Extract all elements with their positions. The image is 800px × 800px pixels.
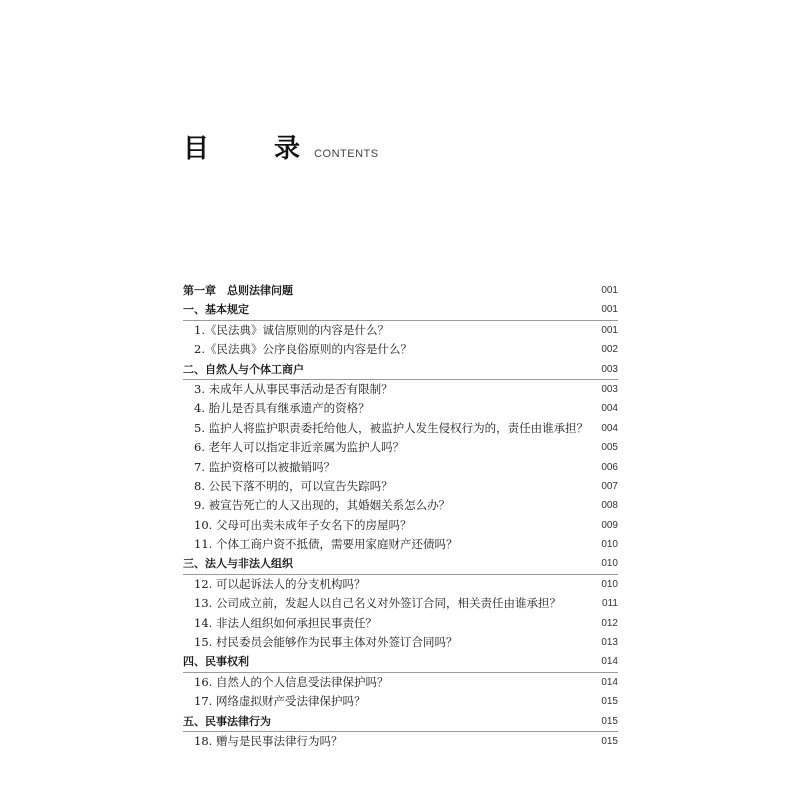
toc-page-number: 001 xyxy=(601,285,618,296)
toc-section-row[interactable] xyxy=(183,360,618,380)
toc-entry-text: 5. 监护人将监护职责委托给他人，被监护人发生侵权行为的，责任由谁承担？ xyxy=(194,420,589,435)
toc-entry-text: 1.《民法典》诚信原则的内容是什么？ xyxy=(194,322,389,337)
toc-item-row[interactable] xyxy=(183,321,618,340)
toc-item-row[interactable] xyxy=(183,732,618,751)
toc-page-number: 006 xyxy=(601,461,618,473)
toc-entry-text: 13. 公司成立前，发起人以自己名义对外签订合同，相关责任由谁承担？ xyxy=(194,596,561,611)
toc-entry-text: 2.《民法典》公序良俗原则的内容是什么？ xyxy=(194,342,412,357)
toc-entry-text: 17. 网络虚拟财产受法律保护吗？ xyxy=(194,694,366,709)
toc-entry-text: 18. 赠与是民事法律行为吗？ xyxy=(194,733,343,748)
toc-page-number: 003 xyxy=(601,363,618,375)
toc-entry-text: 4. 胎儿是否具有继承遗产的资格？ xyxy=(194,401,370,416)
page-title xyxy=(183,128,379,165)
toc-page-number: 001 xyxy=(601,304,618,316)
toc-item-row[interactable] xyxy=(183,633,618,652)
toc-page-number: 010 xyxy=(601,558,618,570)
toc-page-number: 015 xyxy=(601,715,618,727)
title-chinese: 目 录 xyxy=(183,134,329,164)
toc-entry-text: 9. 被宣告死亡的人又出现的，其婚姻关系怎么办？ xyxy=(194,498,451,513)
toc-chapter-row[interactable] xyxy=(183,281,618,300)
toc-entry-text: 三、法人与非法人组织 xyxy=(183,557,293,571)
toc-item-row[interactable] xyxy=(183,340,618,359)
toc-item-row[interactable] xyxy=(183,380,618,399)
toc-item-row[interactable] xyxy=(183,458,618,477)
toc-page-number: 004 xyxy=(601,403,618,415)
toc-item-row[interactable] xyxy=(183,438,618,457)
toc-entry-text: 12. 可以起诉法人的分支机构吗？ xyxy=(194,576,366,591)
toc-item-row[interactable] xyxy=(183,419,618,438)
toc-section-row[interactable] xyxy=(183,712,618,732)
toc-page-number: 013 xyxy=(601,637,618,649)
toc-entry-text: 6. 老年人可以指定非近亲属为监护人吗？ xyxy=(194,440,405,455)
toc-section-row[interactable] xyxy=(183,554,618,574)
toc-item-row[interactable] xyxy=(183,535,618,554)
toc-item-row[interactable] xyxy=(183,692,618,711)
toc-entry-text: 四、民事权利 xyxy=(183,655,249,669)
toc-entry-text: 7. 监护资格可以被撤销吗？ xyxy=(194,459,336,474)
toc-page-number: 011 xyxy=(602,598,618,610)
toc-page-number: 002 xyxy=(601,344,618,356)
toc-page-number: 014 xyxy=(601,656,618,668)
toc-item-row[interactable] xyxy=(183,496,618,515)
toc-entry-text: 10. 父母可出卖未成年子女名下的房屋吗？ xyxy=(194,517,412,532)
toc-item-row[interactable] xyxy=(183,614,618,633)
toc-item-row[interactable] xyxy=(183,477,618,496)
toc-entry-text: 五、民事法律行为 xyxy=(183,714,271,728)
toc-page-number: 009 xyxy=(601,519,618,531)
toc-entry-text: 8. 公民下落不明的，可以宣告失踪吗？ xyxy=(194,478,393,493)
toc-page-number: 007 xyxy=(601,480,618,492)
toc-page-number: 005 xyxy=(601,442,618,454)
toc-entry-text: 一、基本规定 xyxy=(183,303,249,317)
toc-entry-text: 3. 未成年人从事民事活动是否有限制？ xyxy=(194,381,393,396)
toc-entry-text: 15. 村民委员会能够作为民事主体对外签订合同吗？ xyxy=(194,635,458,650)
toc-item-row[interactable] xyxy=(183,516,618,535)
toc-item-row[interactable] xyxy=(183,594,618,613)
toc-item-row[interactable] xyxy=(183,399,618,418)
toc-entry-text: 16. 自然人的个人信息受法律保护吗？ xyxy=(194,674,389,689)
toc-entry-text: 二、自然人与个体工商户 xyxy=(183,362,304,376)
toc-page-number: 015 xyxy=(601,696,618,708)
toc-page-number: 003 xyxy=(601,383,618,395)
toc-entry-text: 14. 非法人组织如何承担民事责任？ xyxy=(194,615,377,630)
title-english: CONTENTS xyxy=(314,148,379,160)
toc-entry-text: 第一章 总则法律问题 xyxy=(183,284,293,297)
toc-page-number: 010 xyxy=(601,539,618,551)
toc-page-number: 010 xyxy=(601,578,618,590)
toc-page-number: 014 xyxy=(601,676,618,688)
toc-entry-text: 11. 个体工商户资不抵债，需要用家庭财产还债吗？ xyxy=(194,537,458,552)
toc-section-row[interactable] xyxy=(183,652,618,672)
toc-page-number: 004 xyxy=(601,422,618,434)
toc-section-row[interactable] xyxy=(183,300,618,320)
toc-page-number: 012 xyxy=(601,617,618,629)
toc-page-number: 001 xyxy=(601,324,618,336)
toc-page-number: 008 xyxy=(601,500,618,512)
toc-item-row[interactable] xyxy=(183,575,618,594)
table-of-contents xyxy=(183,281,618,751)
toc-item-row[interactable] xyxy=(183,673,618,692)
toc-page-number: 015 xyxy=(601,735,618,747)
